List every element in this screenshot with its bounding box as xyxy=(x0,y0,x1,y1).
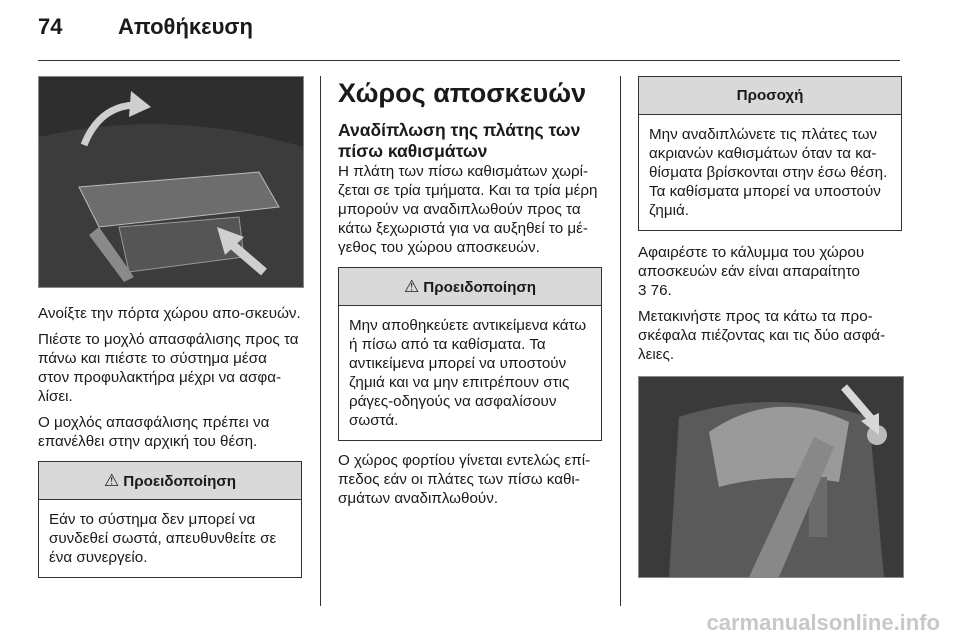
watermark: carmanualsonline.info xyxy=(706,610,940,635)
caution-box xyxy=(638,76,902,231)
paragraph: Πιέστε το μοχλό απασφάλισης προς τα πάνω και πιέστε το σύστημα μέσα στον προφυλακτήρα μέχρι να ασφα-λίσει. xyxy=(38,331,299,405)
paragraph: Μετακινήστε προς τα κάτω τα προ-σκέφαλα πιέζοντας και τις δύο ασφά-λειες. xyxy=(638,308,886,363)
paragraph: Η πλάτη των πίσω καθισμάτων χωρί-ζεται σε τρία τμήματα. Και τα τρία μέρη μπορούν να αναδιπλωθούν προς τα κάτω ξεχωριστά για να αυξηθεί το μέ-γεθος του χώρου αποσκευών. xyxy=(338,163,598,256)
warning-header xyxy=(39,462,301,500)
section-title: Αποθήκευση xyxy=(118,14,253,39)
warning-text: Εάν το σύστημα δεν μπορεί να συνδεθεί σωστά, απευθυνθείτε σε ένα συνεργείο. xyxy=(49,511,277,566)
right-column xyxy=(638,76,902,578)
warning-box xyxy=(338,267,602,441)
page-reference[interactable]: 3 76. xyxy=(638,282,672,299)
paragraph: Ανοίξτε την πόρτα χώρου απο-σκευών. xyxy=(38,305,301,322)
middle-column xyxy=(338,76,602,515)
left-column xyxy=(38,76,302,578)
warning-box xyxy=(38,461,302,578)
paragraph: Ο μοχλός απασφάλισης πρέπει να επανέλθει στην αρχική του θέση. xyxy=(38,414,270,450)
caution-text: Μην αναδιπλώνετε τις πλάτες των ακριανών καθισμάτων όταν τα κα-θίσματα βρίσκονται στην έσω θέση. Τα καθίσματα μπορεί να υποστούν ζημιά. xyxy=(649,126,888,219)
headrest-illustration xyxy=(638,376,904,578)
subsection-heading: Αναδίπλωση της πλάτης των πίσω καθισμάτων xyxy=(338,120,581,161)
header-rule xyxy=(38,60,900,61)
warning-text: Μην αποθηκεύετε αντικείμενα κάτω ή πίσω από τα καθίσματα. Τα αντικείμενα μπορεί να υποστούν ζημιά και να μην επιτρέπουν στις ράγες-οδηγούς να ασφαλίσουν σωστά. xyxy=(349,317,587,429)
paragraph: Ο χώρος φορτίου γίνεται εντελώς επί-πεδος εάν οι πλάτες των πίσω καθι-σμάτων αναδιπλωθούν. xyxy=(338,452,591,507)
column-divider xyxy=(620,76,621,606)
paragraph: Αφαιρέστε το κάλυμμα του χώρου αποσκευών εάν είναι απαραίτητο xyxy=(638,244,865,280)
caution-header: Προσοχή xyxy=(639,77,901,115)
warning-title: Προειδοποίηση xyxy=(423,279,537,296)
column-divider xyxy=(320,76,321,606)
page-number: 74 xyxy=(38,14,63,39)
warning-icon: ⚠ xyxy=(103,471,120,490)
section-heading: Χώρος αποσκευών xyxy=(338,78,587,108)
warning-header xyxy=(339,268,601,306)
warning-icon: ⚠ xyxy=(403,277,420,296)
warning-title: Προειδοποίηση xyxy=(123,473,237,490)
bumper-system-illustration xyxy=(38,76,304,288)
